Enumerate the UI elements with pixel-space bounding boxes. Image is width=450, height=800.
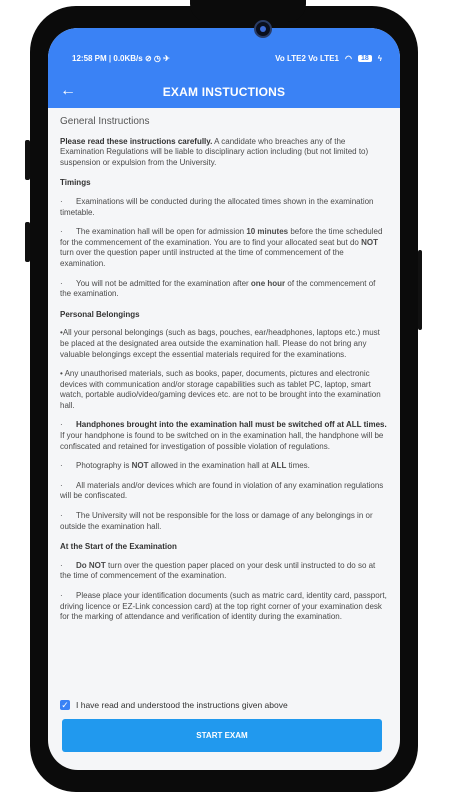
- app-bar: [48, 28, 400, 108]
- status-bar: [48, 50, 400, 68]
- intro-paragraph: Please read these instructions carefully. A candidate who breaches any of the Examination Regulations will be liable to disciplinary action including (but not limited to) suspension or expulsion from the University.: [60, 136, 369, 167]
- belongings-item-1: •All your personal belongings (such as bags, pouches, ear/headphones, laptops etc.) must be placed at the designated area outside the examination hall. Please do not bring any valuable belongings except the essential materials required for the examinations.: [60, 328, 380, 359]
- section-heading-belongings: Personal Belongings: [60, 309, 140, 319]
- charging-icon: ϟ: [377, 54, 382, 63]
- section-heading-timings: Timings: [60, 178, 91, 188]
- timing-item-1: · Examinations will be conducted during the allocated times shown in the examination timetable.: [60, 196, 374, 217]
- front-camera-icon: [254, 20, 272, 38]
- acknowledge-label: I have read and understood the instructions given above: [76, 700, 288, 710]
- instructions-scroll-area[interactable]: [48, 108, 400, 693]
- status-icons: [275, 54, 382, 63]
- start-item-1: · Do NOT turn over the question paper placed on your desk until instructed to do so at the time of commencement of the examination.: [60, 560, 376, 581]
- start-exam-button[interactable]: START EXAM: [62, 719, 382, 752]
- phone-notch: [190, 0, 306, 22]
- belongings-item-4: · Photography is NOT allowed in the examination hall at ALL times.: [60, 461, 310, 471]
- phone-power-button: [418, 250, 422, 330]
- screen: [48, 28, 400, 770]
- back-arrow-icon[interactable]: ←: [60, 82, 76, 99]
- start-item-2: · Please place your identification documents (such as matric card, identity card, passport, driving licence or EZ-Link concession card) at the top right corner of your examination desk for the marking of attendance and verification of identity during the examination.: [60, 591, 387, 622]
- timing-item-2: · The examination hall will be open for admission 10 minutes before the time scheduled for the commencement of the examination. You are to find your allocated seat but do NOT turn over the question paper until instructed at the time of commencement of the examination.: [60, 227, 383, 268]
- acknowledge-checkbox[interactable]: ✓: [61, 700, 69, 710]
- section-heading-start: At the Start of the Examination: [60, 542, 177, 552]
- timing-item-3: · You will not be admitted for the examination after one hour of the commencement of the examination.: [60, 278, 376, 299]
- signal-icons: Vo LTE2 Vo LTE1: [275, 54, 339, 63]
- belongings-item-6: · The University will not be responsible for the loss or damage of any belongings in or outside the examination hall.: [60, 511, 373, 531]
- belongings-item-3: · Handphones brought into the examination hall must be switched off at ALL times. If your handphone is found to be switched on in the examination hall, the handphone will be confiscated and retained for investigation of possible violation of regulations.: [60, 420, 387, 451]
- acknowledge-row[interactable]: [48, 693, 400, 717]
- page-title: EXAM INSTUCTIONS: [162, 85, 286, 99]
- belongings-item-2: • Any unauthorised materials, such as books, paper, documents, pictures and electronic devices with communication and/or storage capabilities such as tablet PC, laptop, smart watch, portable audio/video/gaming devices etc. are not to be brought into the examination hall.: [60, 369, 381, 410]
- wifi-icon: ◠: [344, 54, 352, 63]
- phone-volume-up: [25, 140, 30, 180]
- belongings-item-5: · All materials and/or devices which are found in violation of any examination regulations will be confiscated.: [60, 480, 384, 501]
- battery-icon: 18: [358, 55, 372, 62]
- section-heading-general: General Instructions: [60, 116, 150, 127]
- status-time: 12:58 PM | 0.0KB/s ⊘ ◷ ✈: [72, 54, 170, 63]
- phone-volume-down: [25, 222, 30, 262]
